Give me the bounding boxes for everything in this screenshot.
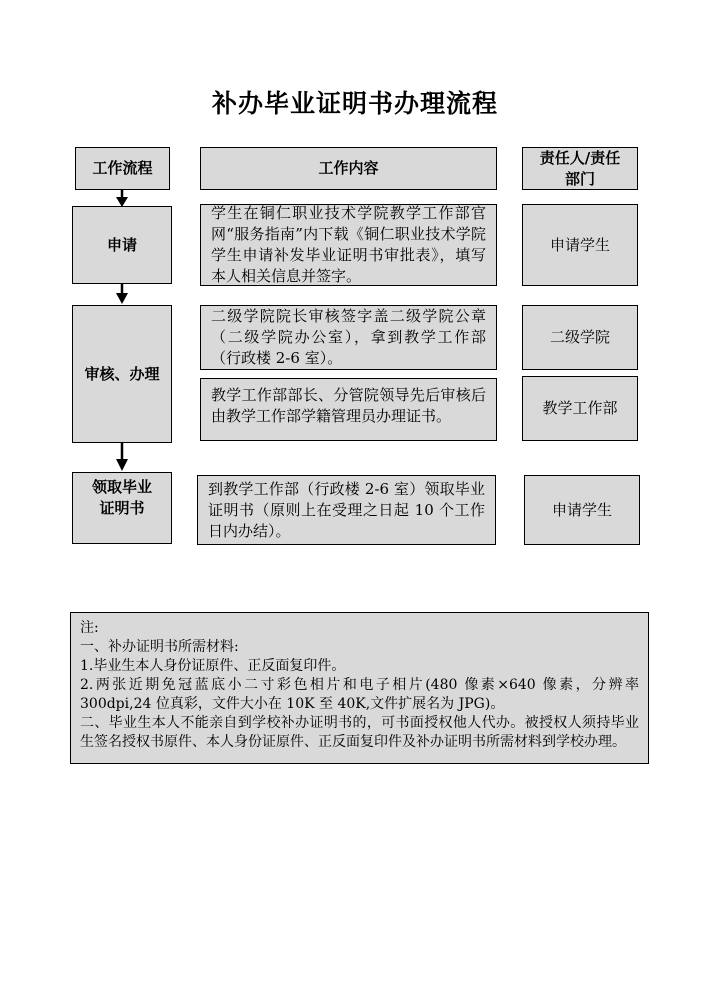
step-review-responsible-2-text: 教学工作部 (542, 399, 618, 417)
note-line-4: 二、毕业生本人不能亲自到学校补办证明书的，可书面授权他人代办。被授权人须持毕业生签名授权书原件、本人身份证原件、正反面复印件及补办证明书所需材料到学校办理。 (80, 715, 639, 750)
step-review-responsible-1-text: 二级学院 (549, 328, 610, 346)
note-line-2: 1.毕业生本人身份证原件、正反面复印件。 (80, 658, 346, 674)
step-apply-content (200, 204, 497, 286)
arrow-review-to-collect (116, 443, 128, 471)
step-review-content-2-text: 教学工作部部长、分管院领导先后审核后由教学工作部学籍管理员办理证书。 (211, 386, 486, 425)
step-review (72, 305, 172, 443)
step-review-responsible-1 (522, 305, 638, 370)
step-apply-label: 申请 (106, 235, 137, 254)
step-collect-content (197, 475, 496, 545)
header-content (200, 147, 497, 190)
step-apply-content-text: 学生在铜仁职业技术学院教学工作部官网“服务指南”内下载《铜仁职业技术学院学生申请补发毕业证明书审批表》，填写本人相关信息并签字。 (211, 204, 486, 285)
step-collect (72, 472, 172, 544)
header-responsible-label: 责任人/责任部门 (539, 148, 621, 188)
header-flow (75, 147, 170, 190)
step-review-content-1-text: 二级学院院长审核签字盖二级学院公章（二级学院办公室），拿到教学工作部（行政楼 2-6 室）。 (211, 307, 486, 367)
arrow-apply-to-review (116, 284, 128, 304)
step-collect-responsible (524, 475, 640, 545)
header-responsible (522, 147, 638, 190)
notes-box (70, 612, 649, 764)
step-review-content-2 (200, 378, 497, 441)
step-collect-responsible-text: 申请学生 (551, 500, 612, 519)
page-title: 补办毕业证明书办理流程 (211, 89, 498, 118)
step-apply (72, 206, 172, 284)
step-review-content-1 (200, 305, 497, 370)
header-content-label: 工作内容 (318, 159, 379, 177)
note-line-3: 2.两张近期免冠蓝底小二寸彩色相片和电子相片(480 像素×640 像素，分辨率 300dpi,24 位真彩，文件大小在 10K 至 40K,文件扩展名为 JPG)。 (80, 677, 639, 712)
step-collect-label: 领取毕业证明书 (91, 478, 152, 517)
note-line-1: 一、补办证明书所需材料: (80, 639, 239, 655)
step-apply-responsible (522, 204, 638, 286)
step-apply-responsible-text: 申请学生 (549, 235, 610, 254)
step-review-responsible-2 (522, 376, 638, 441)
step-collect-content-text: 到教学工作部（行政楼 2-6 室）领取毕业证明书（原则上在受理之日起 10 个工作日内办结）。 (208, 479, 485, 540)
note-heading: 注: (80, 620, 99, 636)
arrow-header-to-apply (116, 190, 128, 207)
header-flow-label: 工作流程 (92, 159, 153, 177)
step-review-label: 审核、办理 (84, 364, 160, 383)
